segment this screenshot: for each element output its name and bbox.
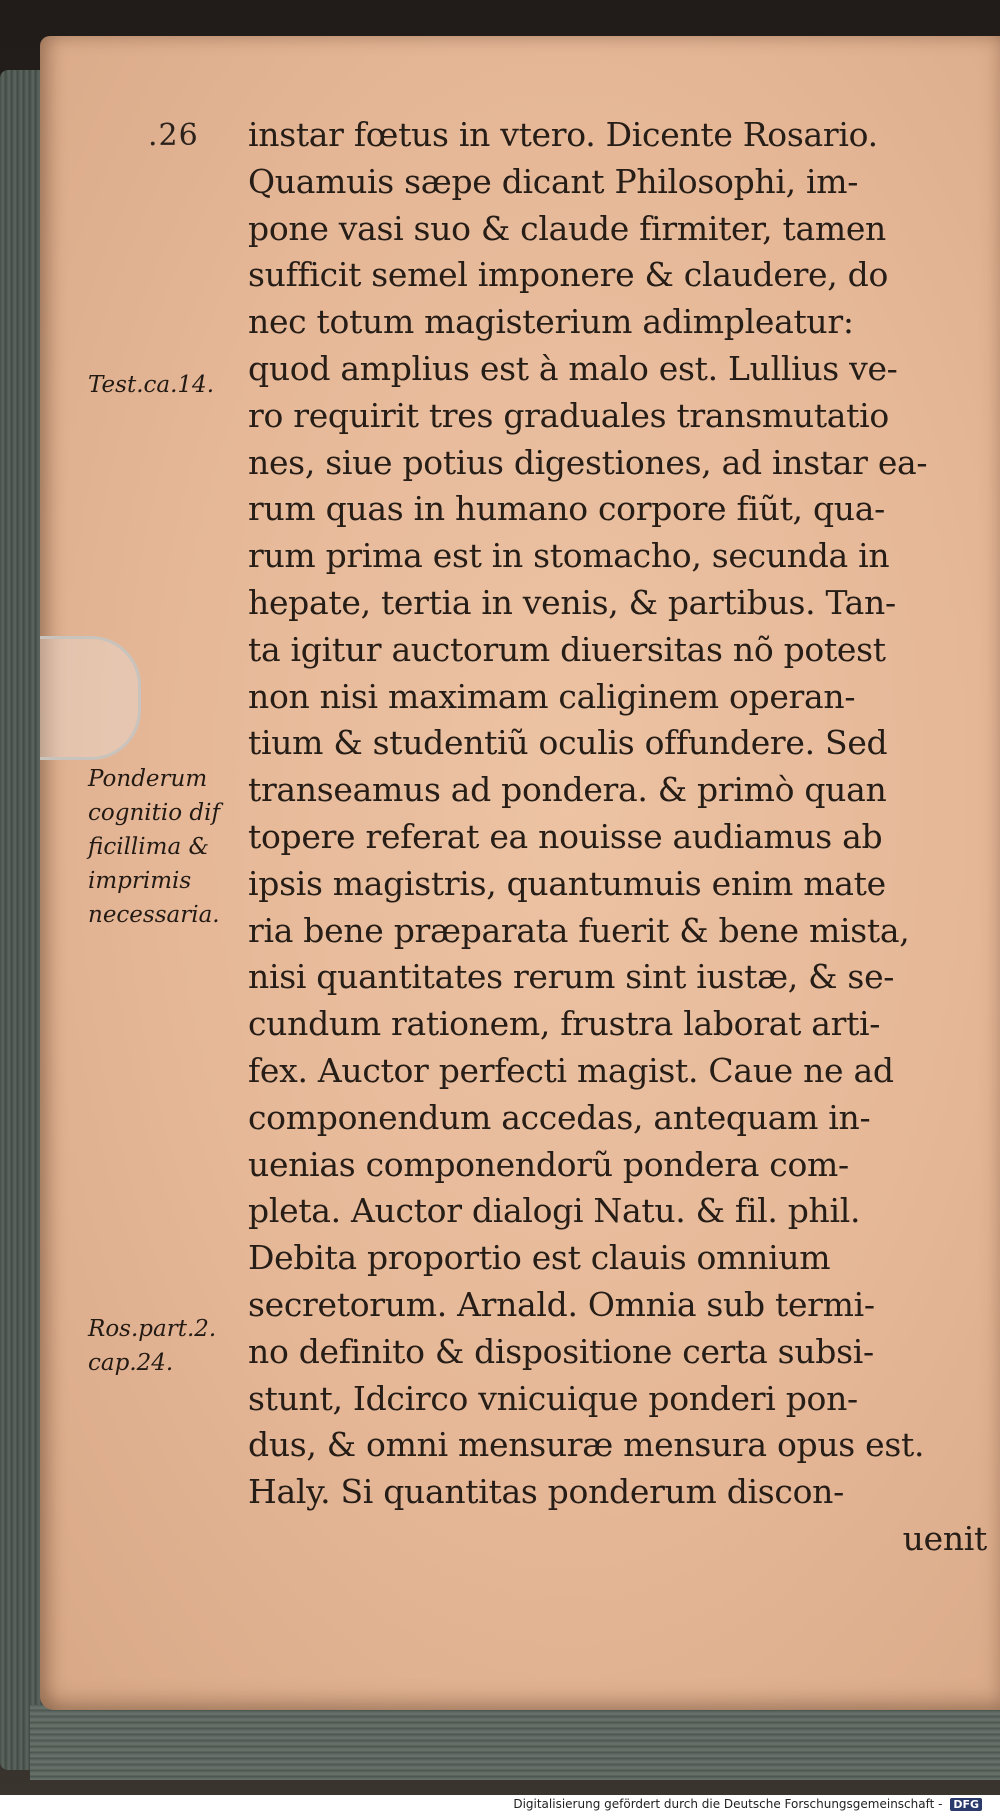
text-line: uenias componendorũ pondera com- xyxy=(248,1144,849,1184)
footer-credit-text: Digitalisierung gefördert durch die Deutsche Forschungsgemeinschaft - xyxy=(513,1797,943,1811)
text-line: no definito & dispositione certa subsi- xyxy=(248,1331,874,1371)
text-line: ta igitur auctorum diuersitas nõ potest xyxy=(248,629,886,669)
text-line: Debita proportio est clauis omnium xyxy=(248,1238,831,1278)
book-page-edges-bottom xyxy=(30,1705,1000,1780)
marginal-note-line: Test.ca.14. xyxy=(88,372,215,398)
marginal-note-line: necessaria. xyxy=(88,902,220,928)
marginal-note-line: Ponderum xyxy=(88,766,208,792)
text-line: pone vasi suo & claude firmiter, tamen xyxy=(248,208,886,248)
text-line: tium & studentiũ oculis offundere. Sed xyxy=(248,723,888,763)
text-line: sufficit semel imponere & claudere, do xyxy=(248,255,889,295)
text-line: Haly. Si quantitas ponderum discon- xyxy=(248,1472,844,1512)
marginal-note-line: imprimis xyxy=(88,868,192,894)
text-line: ipsis magistris, quantumuis enim mate xyxy=(248,863,886,903)
text-line: transeamus ad pondera. & primò quan xyxy=(248,770,887,810)
text-line: nes, siue potius digestiones, ad instar ea- xyxy=(248,442,928,482)
text-line: nisi quantitates rerum sint iustæ, & se- xyxy=(248,957,895,997)
marginal-note-line: ficillima & xyxy=(88,834,209,860)
page-clip xyxy=(40,636,141,760)
text-line: non nisi maximam caliginem operan- xyxy=(248,676,856,716)
text-line: Quamuis sæpe dicant Philosophi, im- xyxy=(248,161,859,201)
text-line: instar fœtus in vtero. Dicente Rosario. xyxy=(248,115,878,154)
footer-credit xyxy=(513,1797,982,1811)
marginal-note-test xyxy=(88,368,250,402)
text-line: ria bene præparata fuerit & bene mista, xyxy=(248,910,910,950)
text-line: ro requirit tres graduales transmutatio xyxy=(248,395,889,435)
marginal-note-ponderum xyxy=(88,762,250,932)
text-line: quod amplius est à malo est. Lullius ve- xyxy=(248,348,898,388)
text-line: componendum accedas, antequam in- xyxy=(248,1097,871,1137)
text-line: stunt, Idcirco vnicuique ponderi pon- xyxy=(248,1378,858,1418)
marginal-note-ros xyxy=(88,1312,250,1380)
text-line: topere referat ea nouisse audiamus ab xyxy=(248,816,883,856)
text-line: rum quas in humano corpore fiũt, qua- xyxy=(248,489,885,529)
text-line: secretorum. Arnald. Omnia sub termi- xyxy=(248,1284,875,1324)
dfg-logo-icon: DFG xyxy=(950,1798,982,1811)
text-line: dus, & omni mensuræ mensura opus est. xyxy=(248,1425,925,1465)
text-line: hepate, tertia in venis, & partibus. Tan- xyxy=(248,582,896,622)
marginal-note-line: Ros.part.2. xyxy=(88,1316,217,1342)
text-line: nec totum magisterium adimpleatur: xyxy=(248,302,854,342)
marginal-note-line: cap.24. xyxy=(88,1350,174,1376)
marginal-note-line: cognitio dif xyxy=(88,800,220,826)
text-line: rum prima est in stomacho, secunda in xyxy=(248,536,890,576)
text-line: pleta. Auctor dialogi Natu. & fil. phil. xyxy=(248,1191,861,1231)
page-number: .26 xyxy=(148,118,199,153)
text-line: cundum rationem, frustra laborat arti- xyxy=(248,1004,881,1044)
body-text xyxy=(248,112,993,1563)
catchword: uenit xyxy=(902,1518,987,1558)
text-line: fex. Auctor perfecti magist. Caue ne ad xyxy=(248,1050,894,1090)
